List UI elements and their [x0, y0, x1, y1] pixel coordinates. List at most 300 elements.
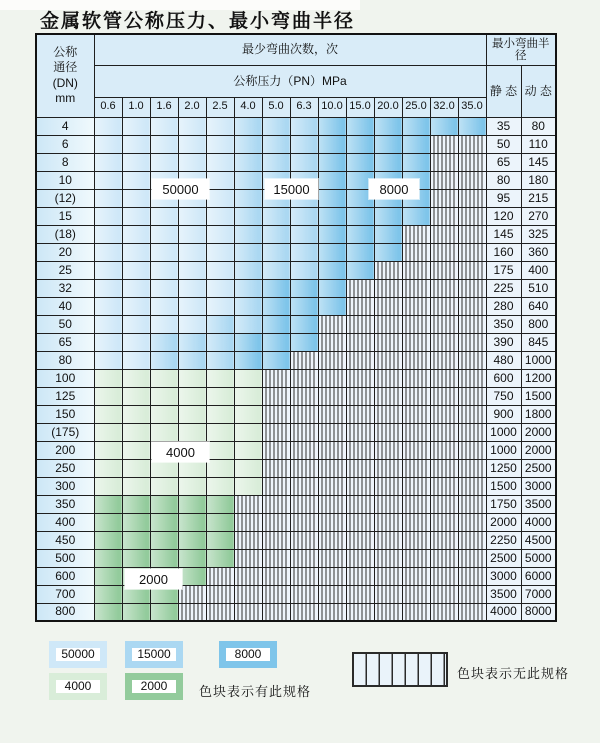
- pressure-header-cell: 6.3: [290, 97, 318, 117]
- dn-cell: 8: [36, 153, 94, 171]
- dynamic-cell: 2000: [521, 423, 556, 441]
- zone-cell-8000_cycles_dark_blue: [318, 261, 346, 279]
- zone-cell-50000_cycles_light_blue: [178, 207, 206, 225]
- legend-swatch-4000: [49, 673, 107, 700]
- dynamic-cell: 3000: [521, 477, 556, 495]
- zone-cell-50000_cycles_light_blue: [178, 279, 206, 297]
- dn-cell: 600: [36, 567, 94, 585]
- zone-cell-4000_cycles_light_green: [178, 477, 206, 495]
- zone-cell-15000_cycles_medium_blue: [290, 153, 318, 171]
- zone-cell-15000_cycles_medium_blue: [234, 297, 262, 315]
- zone-cell-no_specification_hatched: [402, 261, 430, 279]
- zone-cell-50000_cycles_light_blue: [122, 135, 150, 153]
- zone-cell-15000_cycles_medium_blue: [290, 207, 318, 225]
- zone-cell-no_specification_hatched: [458, 153, 486, 171]
- zone-cell-2000_cycles_medium_green: [150, 495, 178, 513]
- zone-cell-no_specification_hatched: [262, 567, 290, 585]
- zone-cell-no_specification_hatched: [262, 459, 290, 477]
- table-row: [36, 459, 556, 477]
- static-cell: 160: [486, 243, 521, 261]
- static-cell: 80: [486, 171, 521, 189]
- zone-cell-50000_cycles_light_blue: [150, 261, 178, 279]
- zone-cell-4000_cycles_light_green: [94, 369, 122, 387]
- zone-cell-15000_cycles_medium_blue: [262, 225, 290, 243]
- zone-cell-15000_cycles_medium_blue: [262, 243, 290, 261]
- dynamic-cell: 180: [521, 171, 556, 189]
- zone-cell-no_specification_hatched: [290, 369, 318, 387]
- zone-cell-no_specification_hatched: [262, 549, 290, 567]
- zone-cell-15000_cycles_medium_blue: [206, 333, 234, 351]
- dynamic-cell: 8000: [521, 603, 556, 621]
- zone-cell-4000_cycles_light_green: [94, 423, 122, 441]
- zone-cell-no_specification_hatched: [430, 153, 458, 171]
- zone-cell-8000_cycles_dark_blue: [318, 279, 346, 297]
- static-cell: 145: [486, 225, 521, 243]
- zone-cell-no_specification_hatched: [458, 243, 486, 261]
- zone-cell-2000_cycles_medium_green: [206, 513, 234, 531]
- static-cell: 95: [486, 189, 521, 207]
- zone-cell-no_specification_hatched: [234, 585, 262, 603]
- zone-cell-2000_cycles_medium_green: [178, 495, 206, 513]
- zone-cell-no_specification_hatched: [458, 477, 486, 495]
- zone-cell-no_specification_hatched: [374, 459, 402, 477]
- zone-cell-2000_cycles_medium_green: [178, 567, 206, 585]
- zone-cell-no_specification_hatched: [458, 171, 486, 189]
- zone-cell-no_specification_hatched: [346, 513, 374, 531]
- table-row: [36, 585, 556, 603]
- zone-cell-50000_cycles_light_blue: [178, 153, 206, 171]
- dn-cell: 32: [36, 279, 94, 297]
- zone-cell-no_specification_hatched: [374, 567, 402, 585]
- zone-cell-no_specification_hatched: [430, 495, 458, 513]
- dn-cell: 50: [36, 315, 94, 333]
- zone-cell-4000_cycles_light_green: [94, 477, 122, 495]
- zone-cell-no_specification_hatched: [402, 585, 430, 603]
- zone-cell-8000_cycles_dark_blue: [458, 117, 486, 135]
- zone-cell-no_specification_hatched: [430, 297, 458, 315]
- zone-cell-50000_cycles_light_blue: [150, 117, 178, 135]
- legend-swatch-value: 50000: [61, 647, 95, 661]
- zone-cell-no_specification_hatched: [290, 387, 318, 405]
- zone-cell-no_specification_hatched: [346, 297, 374, 315]
- zone-cell-2000_cycles_medium_green: [122, 513, 150, 531]
- zone-cell-8000_cycles_dark_blue: [346, 261, 374, 279]
- static-cell: 750: [486, 387, 521, 405]
- zone-cell-no_specification_hatched: [458, 261, 486, 279]
- table-row: [36, 243, 556, 261]
- zone-cell-no_specification_hatched: [346, 477, 374, 495]
- legend-swatch-15000: [125, 641, 183, 668]
- zone-cell-8000_cycles_dark_blue: [346, 117, 374, 135]
- zone-cell-50000_cycles_light_blue: [94, 225, 122, 243]
- zone-cell-no_specification_hatched: [402, 351, 430, 369]
- zone-cell-no_specification_hatched: [458, 315, 486, 333]
- zone-cell-50000_cycles_light_blue: [178, 117, 206, 135]
- zone-cell-50000_cycles_light_blue: [122, 261, 150, 279]
- zone-cell-4000_cycles_light_green: [150, 477, 178, 495]
- zone-cell-no_specification_hatched: [458, 189, 486, 207]
- zone-cell-4000_cycles_light_green: [122, 405, 150, 423]
- zone-cell-50000_cycles_light_blue: [206, 207, 234, 225]
- table-row: [36, 135, 556, 153]
- zone-cell-no_specification_hatched: [374, 441, 402, 459]
- dynamic-cell: 845: [521, 333, 556, 351]
- zone-cell-8000_cycles_dark_blue: [318, 171, 346, 189]
- zone-cell-no_specification_hatched: [458, 513, 486, 531]
- dn-cell: 40: [36, 297, 94, 315]
- zone-cell-no_specification_hatched: [458, 387, 486, 405]
- zone-cell-4000_cycles_light_green: [94, 441, 122, 459]
- table-row: [36, 153, 556, 171]
- zone-cell-no_specification_hatched: [402, 495, 430, 513]
- pressure-header-cell: 0.6: [94, 97, 122, 117]
- zone-cell-no_specification_hatched: [430, 225, 458, 243]
- zone-cell-50000_cycles_light_blue: [94, 297, 122, 315]
- zone-cell-no_specification_hatched: [374, 351, 402, 369]
- zone-cell-15000_cycles_medium_blue: [262, 153, 290, 171]
- zone-cell-8000_cycles_dark_blue: [346, 153, 374, 171]
- zone-cell-4000_cycles_light_green: [206, 369, 234, 387]
- zone-cell-no_specification_hatched: [430, 207, 458, 225]
- zone-cell-50000_cycles_light_blue: [206, 117, 234, 135]
- zone-value-label: 50000: [152, 179, 209, 199]
- zone-cell-no_specification_hatched: [290, 549, 318, 567]
- zone-cell-4000_cycles_light_green: [234, 369, 262, 387]
- zone-cell-no_specification_hatched: [178, 603, 206, 621]
- zone-cell-8000_cycles_dark_blue: [290, 279, 318, 297]
- zone-cell-50000_cycles_light_blue: [150, 315, 178, 333]
- zone-cell-15000_cycles_medium_blue: [206, 351, 234, 369]
- zone-cell-15000_cycles_medium_blue: [262, 117, 290, 135]
- zone-cell-no_specification_hatched: [430, 351, 458, 369]
- zone-cell-50000_cycles_light_blue: [122, 351, 150, 369]
- zone-cell-50000_cycles_light_blue: [122, 171, 150, 189]
- zone-cell-15000_cycles_medium_blue: [234, 279, 262, 297]
- zone-cell-no_specification_hatched: [346, 549, 374, 567]
- zone-cell-no_specification_hatched: [290, 405, 318, 423]
- zone-cell-50000_cycles_light_blue: [150, 207, 178, 225]
- dynamic-cell: 1000: [521, 351, 556, 369]
- zone-cell-no_specification_hatched: [374, 279, 402, 297]
- pressure-header-cell: 15.0: [346, 97, 374, 117]
- zone-cell-no_specification_hatched: [430, 603, 458, 621]
- zone-cell-4000_cycles_light_green: [234, 441, 262, 459]
- zone-cell-no_specification_hatched: [346, 279, 374, 297]
- zone-cell-4000_cycles_light_green: [206, 459, 234, 477]
- zone-cell-no_specification_hatched: [458, 225, 486, 243]
- zone-cell-15000_cycles_medium_blue: [234, 135, 262, 153]
- zone-cell-15000_cycles_medium_blue: [290, 225, 318, 243]
- zone-cell-no_specification_hatched: [430, 405, 458, 423]
- zone-cell-50000_cycles_light_blue: [150, 297, 178, 315]
- zone-cell-no_specification_hatched: [430, 369, 458, 387]
- zone-cell-4000_cycles_light_green: [206, 387, 234, 405]
- zone-cell-50000_cycles_light_blue: [150, 225, 178, 243]
- zone-cell-8000_cycles_dark_blue: [290, 333, 318, 351]
- zone-cell-8000_cycles_dark_blue: [290, 315, 318, 333]
- zone-cell-no_specification_hatched: [430, 531, 458, 549]
- zone-cell-no_specification_hatched: [262, 387, 290, 405]
- zone-cell-no_specification_hatched: [374, 333, 402, 351]
- zone-cell-no_specification_hatched: [290, 495, 318, 513]
- zone-cell-4000_cycles_light_green: [234, 477, 262, 495]
- zone-cell-no_specification_hatched: [402, 441, 430, 459]
- pressure-header-cell: 2.5: [206, 97, 234, 117]
- zone-cell-no_specification_hatched: [458, 495, 486, 513]
- zone-cell-no_specification_hatched: [402, 405, 430, 423]
- zone-cell-50000_cycles_light_blue: [122, 117, 150, 135]
- zone-cell-no_specification_hatched: [402, 567, 430, 585]
- pressure-header-cell: 32.0: [430, 97, 458, 117]
- zone-cell-15000_cycles_medium_blue: [150, 333, 178, 351]
- zone-cell-no_specification_hatched: [346, 495, 374, 513]
- zone-cell-4000_cycles_light_green: [122, 441, 150, 459]
- table-row: [36, 351, 556, 369]
- zone-cell-50000_cycles_light_blue: [122, 279, 150, 297]
- zone-cell-50000_cycles_light_blue: [178, 135, 206, 153]
- dn-cell: 4: [36, 117, 94, 135]
- zone-cell-50000_cycles_light_blue: [94, 135, 122, 153]
- zone-cell-8000_cycles_dark_blue: [402, 153, 430, 171]
- zone-cell-50000_cycles_light_blue: [94, 351, 122, 369]
- zone-cell-no_specification_hatched: [430, 189, 458, 207]
- dn-cell: 65: [36, 333, 94, 351]
- dynamic-cell: 215: [521, 189, 556, 207]
- zone-cell-no_specification_hatched: [290, 513, 318, 531]
- zone-cell-no_specification_hatched: [346, 603, 374, 621]
- zone-cell-50000_cycles_light_blue: [206, 225, 234, 243]
- legend-swatch-value: 2000: [140, 679, 168, 693]
- table-row: [36, 225, 556, 243]
- table-row: [36, 531, 556, 549]
- dynamic-cell: 2500: [521, 459, 556, 477]
- zone-cell-4000_cycles_light_green: [94, 405, 122, 423]
- zone-cell-8000_cycles_dark_blue: [374, 225, 402, 243]
- dynamic-cell: 1800: [521, 405, 556, 423]
- zone-cell-no_specification_hatched: [318, 333, 346, 351]
- zone-cell-no_specification_hatched: [458, 297, 486, 315]
- zone-cell-no_specification_hatched: [402, 459, 430, 477]
- table-row: [36, 315, 556, 333]
- table-row: [36, 297, 556, 315]
- zone-cell-no_specification_hatched: [318, 459, 346, 477]
- zone-cell-no_specification_hatched: [318, 495, 346, 513]
- zone-cell-no_specification_hatched: [458, 333, 486, 351]
- zone-cell-15000_cycles_medium_blue: [234, 315, 262, 333]
- zone-cell-no_specification_hatched: [318, 405, 346, 423]
- bend-radius-header: 最小弯曲半径: [486, 34, 556, 65]
- zone-cell-8000_cycles_dark_blue: [346, 243, 374, 261]
- zone-cell-4000_cycles_light_green: [234, 405, 262, 423]
- static-cell: 1250: [486, 459, 521, 477]
- zone-cell-no_specification_hatched: [402, 423, 430, 441]
- dynamic-cell: 110: [521, 135, 556, 153]
- legend-swatch-value: 4000: [64, 679, 92, 693]
- zone-cell-8000_cycles_dark_blue: [318, 297, 346, 315]
- table-row: [36, 603, 556, 621]
- zone-cell-no_specification_hatched: [430, 387, 458, 405]
- dynamic-cell: 80: [521, 117, 556, 135]
- dn-cell: (18): [36, 225, 94, 243]
- zone-cell-no_specification_hatched: [402, 513, 430, 531]
- zone-cell-50000_cycles_light_blue: [206, 279, 234, 297]
- zone-cell-15000_cycles_medium_blue: [234, 225, 262, 243]
- zone-cell-no_specification_hatched: [290, 585, 318, 603]
- static-cell: 65: [486, 153, 521, 171]
- zone-cell-no_specification_hatched: [430, 423, 458, 441]
- dn-cell: 300: [36, 477, 94, 495]
- zone-cell-15000_cycles_medium_blue: [290, 261, 318, 279]
- static-cell: 3500: [486, 585, 521, 603]
- zone-cell-no_specification_hatched: [374, 585, 402, 603]
- dynamic-cell: 1500: [521, 387, 556, 405]
- zone-cell-50000_cycles_light_blue: [150, 243, 178, 261]
- zone-cell-no_specification_hatched: [374, 513, 402, 531]
- legend-swatch-value: 15000: [137, 647, 171, 661]
- zone-cell-2000_cycles_medium_green: [122, 549, 150, 567]
- zone-value-label: 15000: [265, 179, 318, 199]
- zone-cell-50000_cycles_light_blue: [178, 243, 206, 261]
- zone-cell-no_specification_hatched: [430, 261, 458, 279]
- zone-cell-no_specification_hatched: [374, 549, 402, 567]
- zone-cell-no_specification_hatched: [402, 369, 430, 387]
- zone-cell-no_specification_hatched: [318, 351, 346, 369]
- zone-cell-no_specification_hatched: [458, 459, 486, 477]
- zone-cell-no_specification_hatched: [458, 207, 486, 225]
- pressure-header-cell: 10.0: [318, 97, 346, 117]
- dn-cell: 100: [36, 369, 94, 387]
- zone-cell-4000_cycles_light_green: [206, 405, 234, 423]
- zone-cell-no_specification_hatched: [402, 531, 430, 549]
- zone-cell-no_specification_hatched: [318, 585, 346, 603]
- dynamic-header: 动 态: [521, 65, 556, 117]
- table-row: [36, 423, 556, 441]
- zone-cell-4000_cycles_light_green: [150, 423, 178, 441]
- table-row: [36, 261, 556, 279]
- table-row: [36, 513, 556, 531]
- zone-cell-no_specification_hatched: [262, 423, 290, 441]
- zone-cell-50000_cycles_light_blue: [94, 243, 122, 261]
- zone-cell-no_specification_hatched: [458, 585, 486, 603]
- zone-cell-2000_cycles_medium_green: [94, 531, 122, 549]
- zone-cell-no_specification_hatched: [374, 297, 402, 315]
- zone-cell-4000_cycles_light_green: [94, 459, 122, 477]
- zone-cell-no_specification_hatched: [430, 333, 458, 351]
- zone-cell-no_specification_hatched: [374, 495, 402, 513]
- zone-cell-50000_cycles_light_blue: [178, 225, 206, 243]
- zone-cell-4000_cycles_light_green: [178, 405, 206, 423]
- zone-cell-no_specification_hatched: [346, 315, 374, 333]
- table-row: [36, 279, 556, 297]
- zone-cell-50000_cycles_light_blue: [122, 225, 150, 243]
- zone-cell-8000_cycles_dark_blue: [374, 207, 402, 225]
- zone-cell-no_specification_hatched: [346, 351, 374, 369]
- zone-cell-no_specification_hatched: [318, 315, 346, 333]
- table-row: [36, 495, 556, 513]
- zone-cell-8000_cycles_dark_blue: [318, 243, 346, 261]
- zone-cell-8000_cycles_dark_blue: [318, 135, 346, 153]
- zone-cell-2000_cycles_medium_green: [150, 603, 178, 621]
- pressure-header-cell: 5.0: [262, 97, 290, 117]
- zone-cell-no_specification_hatched: [318, 549, 346, 567]
- zone-cell-2000_cycles_medium_green: [150, 513, 178, 531]
- no-spec-swatch: [352, 652, 448, 687]
- zone-cell-no_specification_hatched: [290, 459, 318, 477]
- dn-cell: 125: [36, 387, 94, 405]
- zone-cell-4000_cycles_light_green: [206, 423, 234, 441]
- zone-cell-no_specification_hatched: [318, 531, 346, 549]
- table-row: [36, 369, 556, 387]
- zone-cell-2000_cycles_medium_green: [94, 603, 122, 621]
- legend-swatch-50000: [49, 641, 107, 668]
- zone-cell-50000_cycles_light_blue: [122, 189, 150, 207]
- zone-cell-no_specification_hatched: [262, 441, 290, 459]
- zone-cell-8000_cycles_dark_blue: [262, 279, 290, 297]
- zone-cell-no_specification_hatched: [346, 567, 374, 585]
- dn-cell: 15: [36, 207, 94, 225]
- zone-cell-no_specification_hatched: [318, 567, 346, 585]
- spec-table: [35, 33, 557, 622]
- zone-cell-8000_cycles_dark_blue: [430, 117, 458, 135]
- dynamic-cell: 7000: [521, 585, 556, 603]
- dn-cell: 500: [36, 549, 94, 567]
- zone-cell-8000_cycles_dark_blue: [374, 153, 402, 171]
- dn-cell: (175): [36, 423, 94, 441]
- zone-cell-no_specification_hatched: [430, 441, 458, 459]
- dynamic-cell: 510: [521, 279, 556, 297]
- zone-cell-no_specification_hatched: [290, 441, 318, 459]
- table-row: [36, 333, 556, 351]
- zone-cell-no_specification_hatched: [262, 405, 290, 423]
- zone-cell-no_specification_hatched: [346, 441, 374, 459]
- zone-cell-50000_cycles_light_blue: [122, 333, 150, 351]
- zone-cell-50000_cycles_light_blue: [206, 153, 234, 171]
- dn-cell: 25: [36, 261, 94, 279]
- zone-cell-no_specification_hatched: [234, 549, 262, 567]
- zone-cell-no_specification_hatched: [262, 603, 290, 621]
- static-cell: 1500: [486, 477, 521, 495]
- zone-cell-15000_cycles_medium_blue: [234, 117, 262, 135]
- static-cell: 3000: [486, 567, 521, 585]
- table-row: [36, 405, 556, 423]
- zone-cell-50000_cycles_light_blue: [206, 243, 234, 261]
- zone-cell-no_specification_hatched: [234, 567, 262, 585]
- zone-cell-8000_cycles_dark_blue: [318, 207, 346, 225]
- zone-cell-no_specification_hatched: [346, 423, 374, 441]
- static-cell: 35: [486, 117, 521, 135]
- zone-cell-50000_cycles_light_blue: [122, 297, 150, 315]
- zone-cell-4000_cycles_light_green: [122, 387, 150, 405]
- zone-cell-4000_cycles_light_green: [122, 423, 150, 441]
- legend-swatch-2000: [125, 673, 183, 700]
- pressure-header-cell: 1.0: [122, 97, 150, 117]
- zone-cell-8000_cycles_dark_blue: [290, 297, 318, 315]
- zone-cell-no_specification_hatched: [374, 603, 402, 621]
- dynamic-cell: 145: [521, 153, 556, 171]
- zone-cell-no_specification_hatched: [346, 387, 374, 405]
- zone-cell-no_specification_hatched: [206, 603, 234, 621]
- zone-cell-no_specification_hatched: [290, 603, 318, 621]
- dynamic-cell: 800: [521, 315, 556, 333]
- zone-cell-50000_cycles_light_blue: [94, 189, 122, 207]
- zone-cell-no_specification_hatched: [346, 333, 374, 351]
- zone-cell-no_specification_hatched: [430, 243, 458, 261]
- zone-cell-no_specification_hatched: [402, 279, 430, 297]
- static-cell: 390: [486, 333, 521, 351]
- zone-cell-no_specification_hatched: [318, 369, 346, 387]
- zone-cell-15000_cycles_medium_blue: [290, 135, 318, 153]
- zone-cell-no_specification_hatched: [262, 531, 290, 549]
